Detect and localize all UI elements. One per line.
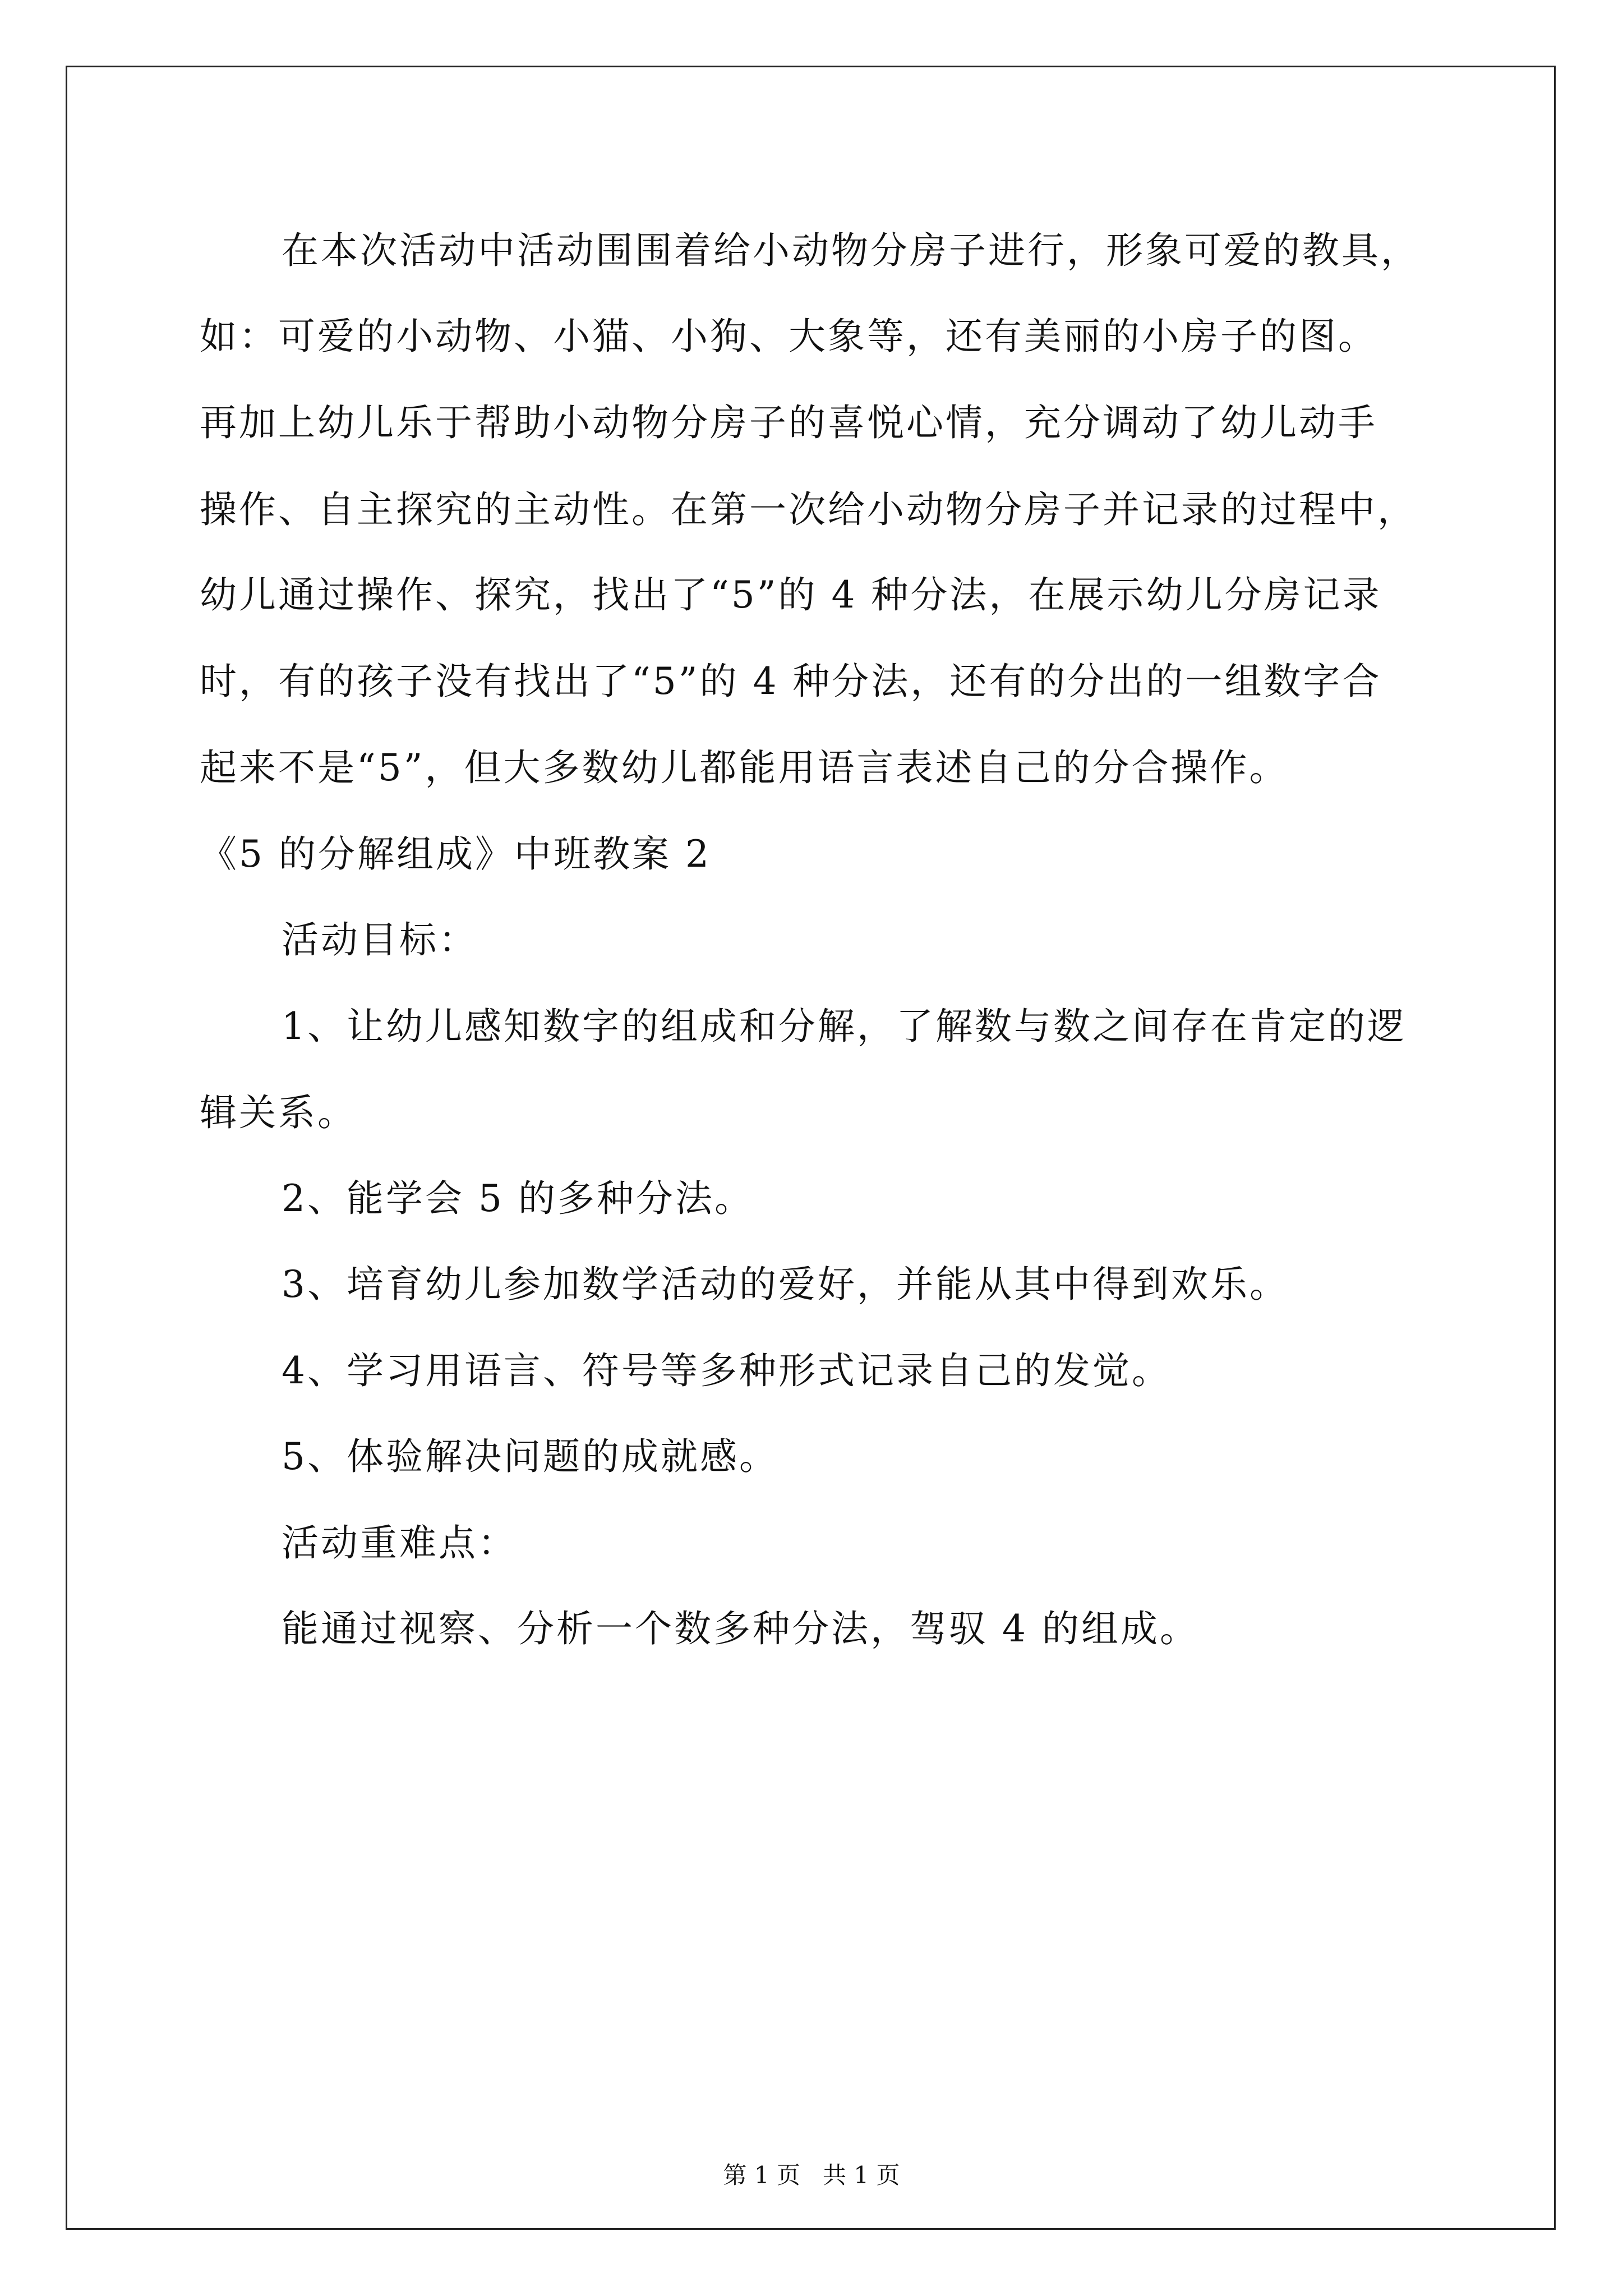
goal-3: 3、培育幼儿参加数学活动的爱好，并能从其中得到欢乐。 [282, 1263, 1289, 1306]
difficulty-text: 能通过视察、分析一个数多种分法，驾驭 4 的组成。 [282, 1607, 1199, 1650]
paragraph1-line-4: 操作、自主探究的主动性。在第一次给小动物分房子并记录的过程中， [200, 488, 1417, 531]
goal-4: 4、学习用语言、符号等多种形式记录自己的发觉。 [282, 1349, 1171, 1392]
goal-5: 5、体验解决问题的成就感。 [282, 1435, 778, 1478]
goal-1-line-1: 1、让幼儿感知数字的组成和分解，了解数与数之间存在肯定的逻 [282, 1005, 1407, 1048]
paragraph1-line-5: 幼儿通过操作、探究，找出了“5”的 4 种分法，在展示幼儿分房记录 [200, 573, 1382, 616]
paragraph1-line-6: 时，有的孩子没有找出了“5”的 4 种分法，还有的分出的一组数字合 [200, 660, 1382, 703]
paragraph1-line-3: 再加上幼儿乐于帮助小动物分房子的喜悦心情，充分调动了幼儿动手 [200, 401, 1377, 444]
page-footer: 第 1 页 共 1 页 [723, 2161, 900, 2189]
difficulty-heading: 活动重难点： [282, 1521, 517, 1565]
goals-heading: 活动目标： [282, 918, 478, 961]
section-title: 《5 的分解组成》中班教案 2 [200, 832, 711, 876]
goal-2: 2、能学会 5 的多种分法。 [282, 1177, 754, 1220]
paragraph1-line-1: 在本次活动中活动围围着给小动物分房子进行，形象可爱的教具， [282, 229, 1420, 272]
goal-1-line-2: 辑关系。 [200, 1091, 357, 1134]
paragraph1-line-7: 起来不是“5”，但大多数幼儿都能用语言表述自己的分合操作。 [200, 746, 1289, 789]
paragraph1-line-2: 如：可爱的小动物、小猫、小狗、大象等，还有美丽的小房子的图。 [200, 315, 1377, 358]
